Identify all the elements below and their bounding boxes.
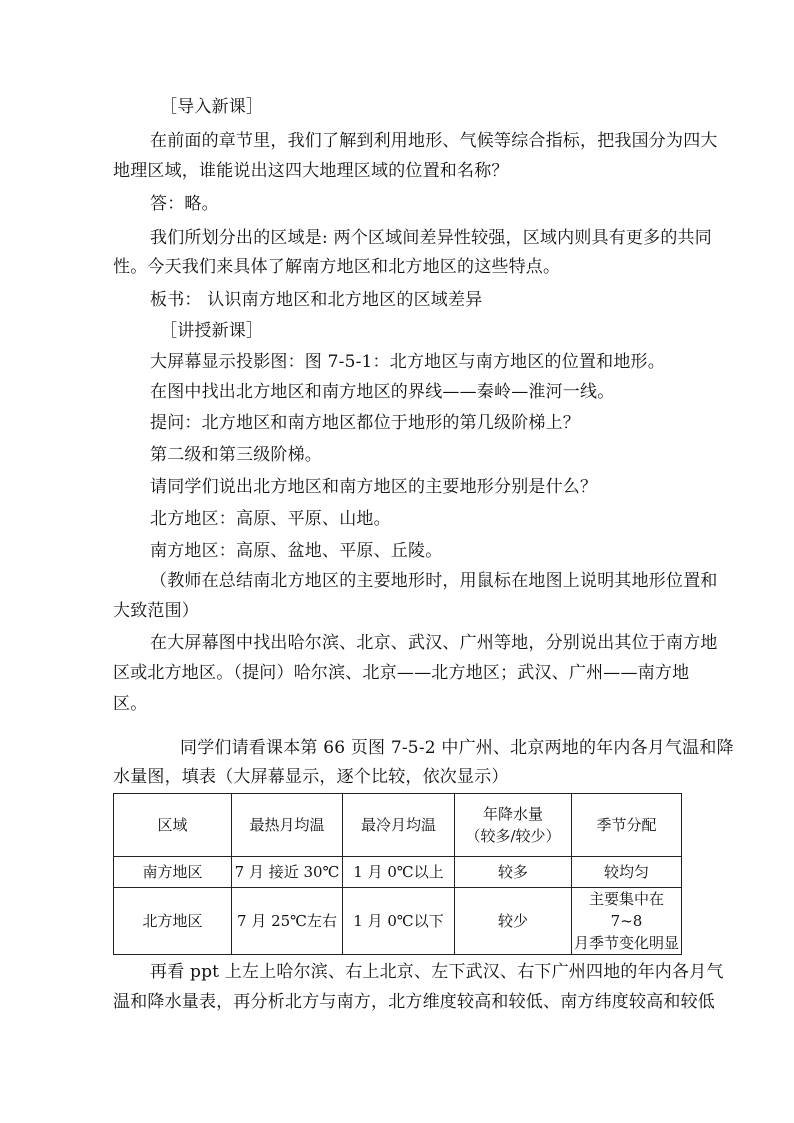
cell-hottest: 7 月 25℃左右 [232, 888, 343, 955]
paragraph-line: （教师在总结南北方地区的主要地形时，用鼠标在地图上说明其地形位置和 [150, 571, 718, 591]
header-precipitation-line2: （较多/较少） [465, 827, 561, 845]
cell-hottest: 7 月 接近 30℃ [232, 857, 343, 888]
section-heading-intro: ［导入新课］ [160, 97, 264, 117]
paragraph-line: 同学们请看课本第 66 页图 7-5-2 中广州、北京两地的年内各月气温和降 [180, 738, 734, 758]
paragraph-line: 南方地区：高原、盆地、平原、丘陵。 [150, 541, 443, 561]
paragraph-line: 答：略。 [150, 194, 219, 214]
cell-season-line1: 主要集中在 7~8 [588, 890, 664, 930]
paragraph-line: 板书： 认识南方地区和北方地区的区域差异 [150, 290, 483, 310]
paragraph-line: 区。 [113, 694, 148, 714]
paragraph-line: 地理区域，谁能说出这四大地理区域的位置和名称？ [113, 161, 509, 181]
header-region: 区域 [114, 794, 232, 857]
paragraph-line: 北方地区：高原、平原、山地。 [150, 509, 391, 529]
paragraph-line: 在前面的章节里，我们了解到利用地形、气候等综合指标，把我国分为四大 [150, 131, 718, 151]
paragraph-line: 大屏幕显示投影图：图 7-5-1：北方地区与南方地区的位置和地形。 [150, 352, 665, 372]
paragraph-line: 在图中找出北方地区和南方地区的界线——秦岭—淮河一线。 [150, 382, 615, 402]
cell-coldest: 1 月 0℃以下 [343, 888, 455, 955]
cell-season [572, 888, 682, 955]
table-header-row [114, 794, 682, 857]
paragraph-line: 第二级和第三级阶梯。 [150, 445, 322, 465]
cell-precipitation: 较多 [455, 857, 572, 888]
cell-precipitation: 较少 [455, 888, 572, 955]
paragraph-line: 再看 ppt 上左上哈尔滨、右上北京、左下武汉、右下广州四地的年内各月气 [150, 962, 724, 982]
cell-season-line1: 较均匀 [603, 863, 649, 881]
header-season: 季节分配 [572, 794, 682, 857]
section-heading-lecture: ［讲授新课］ [160, 321, 264, 341]
cell-region: 北方地区 [114, 888, 232, 955]
paragraph-line: 区或北方地区。（提问）哈尔滨、北京——北方地区；武汉、广州——南方地 [113, 663, 690, 683]
cell-season [572, 857, 682, 888]
paragraph-line: 大致范围） [113, 601, 199, 621]
cell-season-line2: 月季节变化明显 [574, 934, 680, 952]
header-hottest-month: 最热月均温 [232, 794, 343, 857]
paragraph-line: 我们所划分出的区域是: 两个区域间差异性较强，区域内则具有更多的共同 [150, 228, 712, 248]
header-coldest-month: 最冷月均温 [343, 794, 455, 857]
header-precipitation-line1: 年降水量 [482, 805, 543, 823]
paragraph-line: 水量图，填表（大屏幕显示，逐个比较，依次显示） [113, 767, 509, 787]
paragraph-line: 请同学们说出北方地区和南方地区的主要地形分别是什么？ [150, 477, 598, 497]
table-row [114, 888, 682, 955]
paragraph-line: 温和降水量表，再分析北方与南方，北方维度较高和较低、南方纬度较高和较低 [113, 992, 715, 1012]
cell-coldest: 1 月 0℃以上 [343, 857, 455, 888]
header-precipitation [455, 794, 572, 857]
paragraph-line: 性。今天我们来具体了解南方地区和北方地区的这些特点。 [113, 257, 561, 277]
cell-region: 南方地区 [114, 857, 232, 888]
paragraph-line: 在大屏幕图中找出哈尔滨、北京、武汉、广州等地，分别说出其位于南方地 [150, 633, 718, 653]
paragraph-line: 提问：北方地区和南方地区都位于地形的第几级阶梯上？ [150, 413, 580, 433]
table-row [114, 857, 682, 888]
comparison-table [113, 793, 682, 955]
